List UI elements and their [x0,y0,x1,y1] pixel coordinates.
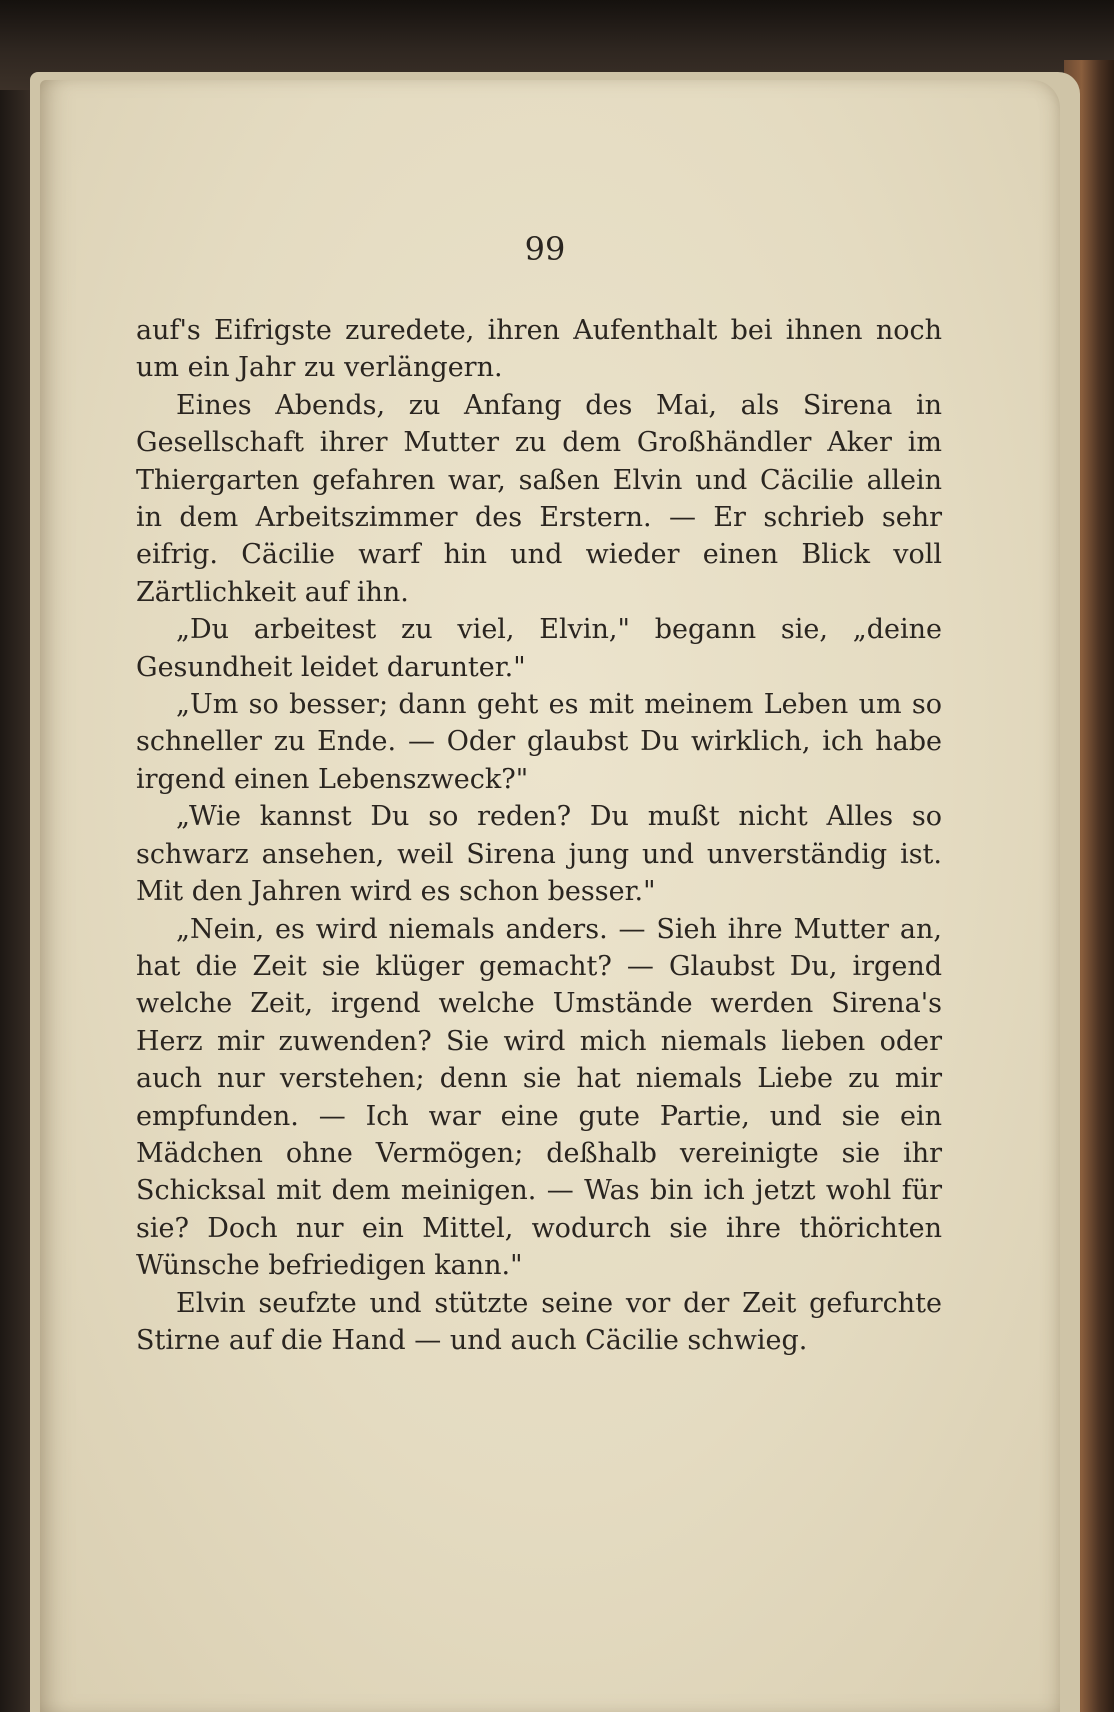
paragraph: „Du arbeitest zu viel, Elvin," begann sie, „deine Gesundheit leidet darunter." [136,614,942,683]
paragraph: Elvin seufzte und stützte seine vor der Zeit gefurchte Stirne auf die Hand — und auch Cäcilie schwieg. [136,1287,942,1356]
paragraph: „Nein, es wird niemals anders. — Sieh ihre Mutter an, hat die Zeit sie klüger gemacht? — Glaubst Du, irgend welche Zeit, irgend welche Umstände werden Sirena's Herz mir zuwenden? Sie wird mich niemals lieben oder auch nur verstehen; denn sie hat niemals Liebe zu mir empfunden. — Ich war eine gute Partie, und sie ein Mädchen ohne Vermögen; deßhalb vereinigte sie ihr Schicksal mit dem meinigen. — Was bin ich jetzt wohl für sie? Doch nur ein Mittel, wodurch sie ihre thörichten Wünsche befriedigen kann." [136,913,942,1282]
page-number: 99 [524,230,566,268]
book-page [40,80,1060,1712]
paragraph: „Um so besser; dann geht es mit meinem Leben um so schneller zu Ende. — Oder glaubst Du wirklich, ich habe irgend einen Lebenszweck?" [136,689,942,795]
paragraph: „Wie kannst Du so reden? Du mußt nicht Alles so schwarz ansehen, weil Sirena jung und unverständig ist. Mit den Jahren wird es schon besser." [136,801,942,908]
paragraph: Eines Abends, zu Anfang des Mai, als Sirena in Gesellschaft ihrer Mutter zu dem Großhändler Aker im Thiergarten gefahren war, saßen Elvin und Cäcilie allein in dem Arbeitszimmer des Erstern. — Er schrieb sehr eifrig. Cäcilie warf hin und wieder einen Blick voll Zärtlichkeit auf ihn. [136,389,942,608]
paragraph: auf's Eifrigste zuredete, ihren Aufenthalt bei ihnen noch um ein Jahr zu verlängern. [136,315,942,384]
page-text [136,312,942,1359]
